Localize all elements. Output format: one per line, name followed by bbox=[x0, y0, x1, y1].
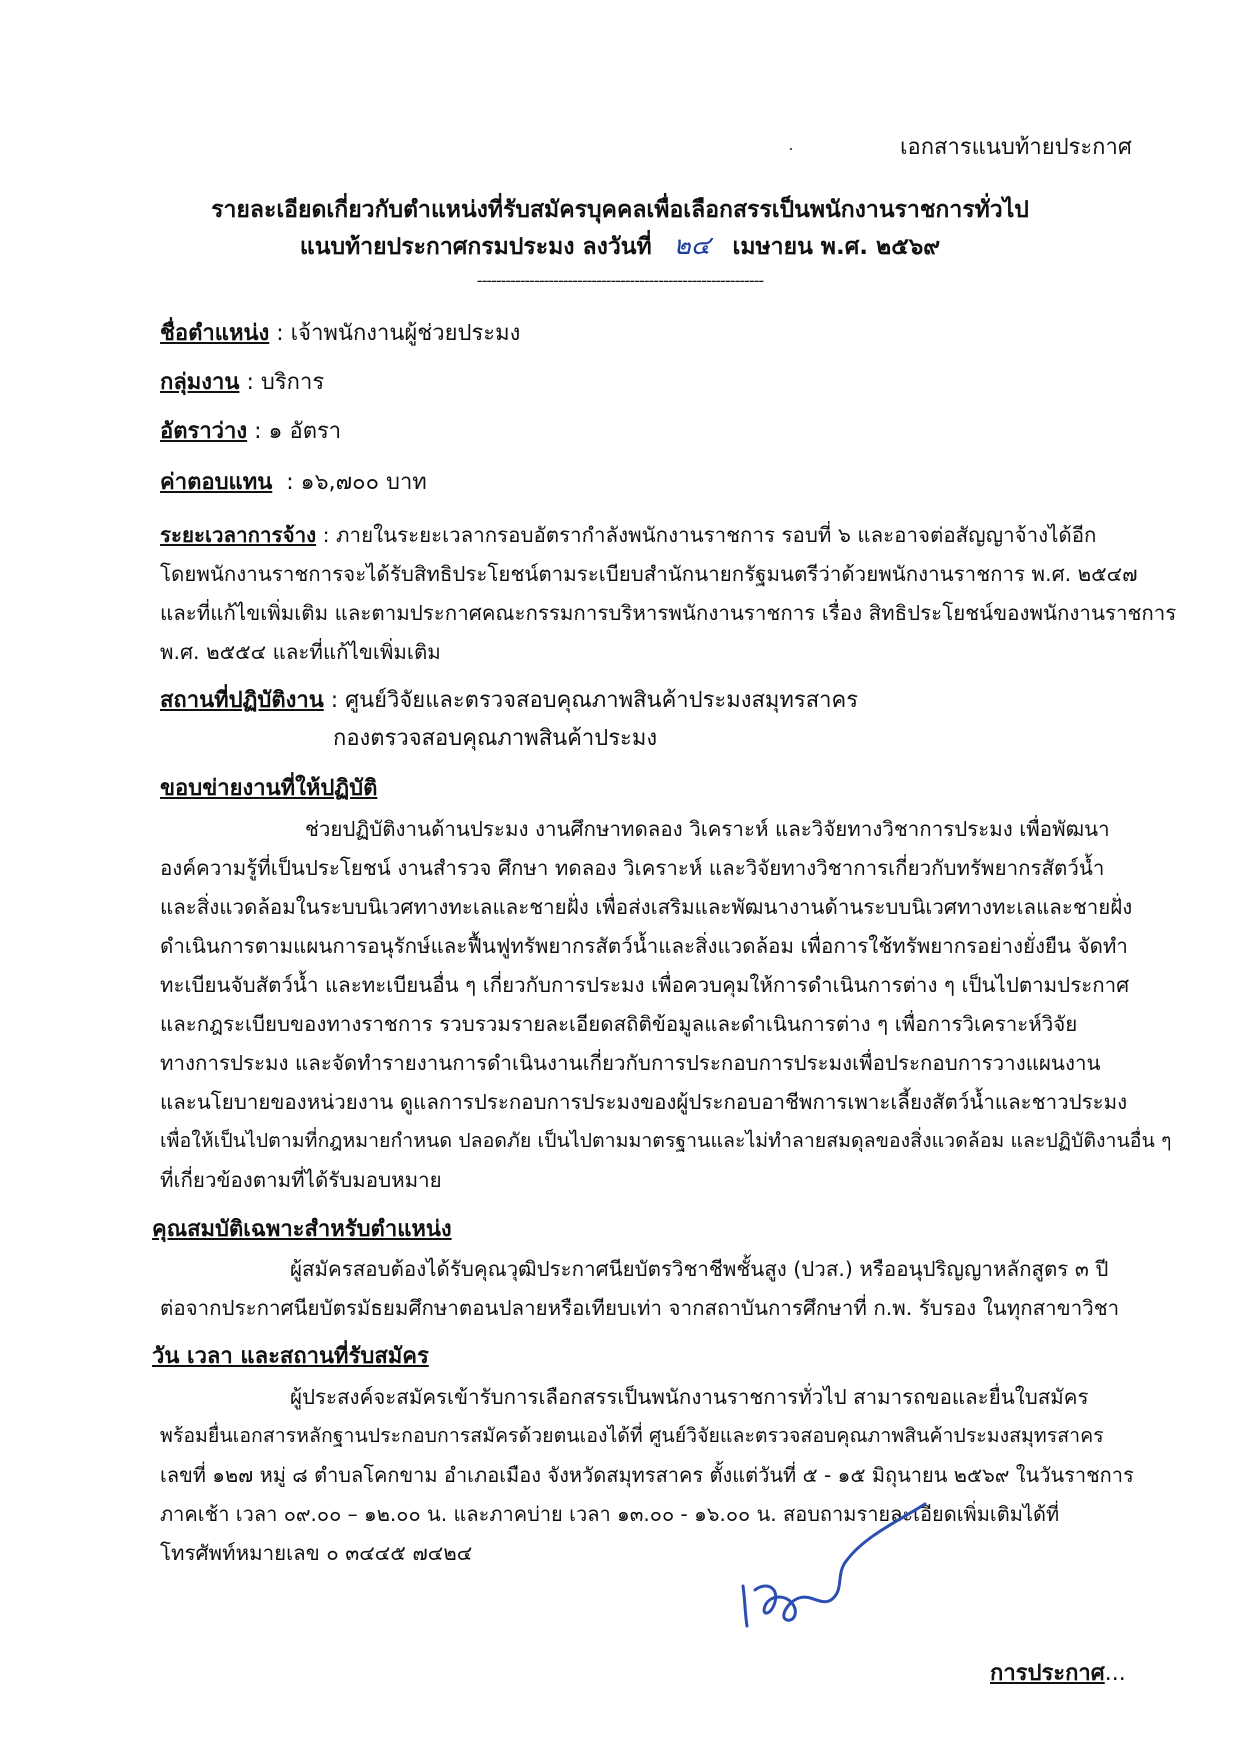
continuation-ellipsis: ... bbox=[1104, 1661, 1126, 1686]
continuation-marker bbox=[990, 1657, 1126, 1691]
continuation-text: การประกาศ bbox=[990, 1661, 1105, 1686]
application-heading: วัน เวลา และสถานที่รับสมัคร bbox=[152, 1344, 429, 1369]
group-row bbox=[160, 366, 324, 400]
position-sep: : bbox=[269, 321, 291, 346]
scope-line-8: และนโยบายของหน่วยงาน ดูแลการประกอบการประมงของผู้ประกอบอาชีพการเพาะเลี้ยงสัตว์น้ำและชาวประมง bbox=[160, 1090, 1128, 1114]
scope-heading: ขอบข่ายงานที่ให้ปฏิบัติ bbox=[160, 776, 378, 801]
scope-line-4: ดำเนินการตามแผนการอนุรักษ์และฟื้นฟูทรัพยากรสัตว์น้ำและสิ่งแวดล้อม เพื่อการใช้ทรัพยากรอย่างยั่งยืน จัดทำ bbox=[160, 934, 1128, 958]
position-value: เจ้าพนักงานผู้ช่วยประมง bbox=[290, 321, 521, 346]
term-line-1 bbox=[160, 518, 1096, 552]
application-line-1: ผู้ประสงค์จะสมัครเข้ารับการเลือกสรรเป็นพนักงานราชการทั่วไป สามารถขอและยื่นใบสมัคร bbox=[290, 1385, 1089, 1409]
application-line-5: โทรศัพท์หมายเลข ๐ ๓๔๔๕ ๗๔๒๔ bbox=[160, 1541, 473, 1565]
vacancy-label: อัตราว่าง bbox=[160, 419, 248, 444]
workplace-line-2: กองตรวจสอบคุณภาพสินค้าประมง bbox=[333, 726, 658, 751]
salary-label: ค่าตอบแทน bbox=[160, 470, 273, 495]
scope-line-9: เพื่อให้เป็นไปตามที่กฎหมายกำหนด ปลอดภัย เป็นไปตามมาตรฐานและไม่ทำลายสมดุลของสิ่งแวดล้อม และปฏิบัติงานอื่น ๆ bbox=[160, 1129, 1172, 1152]
workplace-line-1 bbox=[160, 684, 858, 718]
application-line-2: พร้อมยื่นเอกสารหลักฐานประกอบการสมัครด้วยตนเองได้ที่ ศูนย์วิจัยและตรวจสอบคุณภาพสินค้าประมงสมุทรสาคร bbox=[160, 1424, 1104, 1447]
handwritten-signature bbox=[735, 1490, 955, 1640]
group-value: บริการ bbox=[260, 370, 325, 395]
title-prefix: แนบท้ายประกาศกรมประมง ลงวันที่ bbox=[299, 234, 652, 260]
term-text: : ภายในระยะเวลากรอบอัตรากำลังพนักงานราชการ รอบที่ ๖ และอาจต่อสัญญาจ้างได้อีก bbox=[316, 523, 1097, 547]
stray-dot-mark bbox=[790, 148, 792, 150]
vacancy-sep: : bbox=[247, 419, 269, 444]
title-separator: ------------------------------------------------------------ bbox=[476, 271, 764, 290]
vacancy-row bbox=[160, 415, 341, 449]
term-line-3: และที่แก้ไขเพิ่มเติม และตามประกาศคณะกรรมการบริหารพนักงานราชการ เรื่อง สิทธิประโยชน์ของพนักงานราชการ bbox=[160, 601, 1177, 625]
group-label: กลุ่มงาน bbox=[160, 370, 240, 395]
scope-line-10: ที่เกี่ยวข้องตามที่ได้รับมอบหมาย bbox=[160, 1168, 442, 1192]
group-sep: : bbox=[239, 370, 261, 395]
qualifications-heading: คุณสมบัติเฉพาะสำหรับตำแหน่ง bbox=[152, 1217, 452, 1242]
scope-line-1: ช่วยปฏิบัติงานด้านประมง งานศึกษาทดลอง วิเคราะห์ และวิจัยทางวิชาการประมง เพื่อพัฒนา bbox=[305, 817, 1110, 841]
handwritten-day: ๒๔ bbox=[673, 231, 711, 261]
document-title-line-1: รายละเอียดเกี่ยวกับตำแหน่งที่รับสมัครบุคคลเพื่อเลือกสรรเป็นพนักงานราชการทั่วไป bbox=[211, 197, 1029, 223]
term-line-4: พ.ศ. ๒๕๕๔ และที่แก้ไขเพิ่มเติม bbox=[160, 640, 441, 664]
vacancy-value: ๑ อัตรา bbox=[268, 419, 342, 444]
scope-line-3: และสิ่งแวดล้อมในระบบนิเวศทางทะเลและชายฝั่ง เพื่อส่งเสริมและพัฒนางานด้านระบบนิเวศทางทะเลและชายฝั่ง bbox=[160, 895, 1133, 919]
workplace-text: : ศูนย์วิจัยและตรวจสอบคุณภาพสินค้าประมงสมุทรสาคร bbox=[323, 688, 859, 713]
salary-sep: : bbox=[272, 470, 301, 495]
document-title-line-2 bbox=[0, 229, 1240, 264]
position-label: ชื่อตำแหน่ง bbox=[160, 321, 270, 346]
scope-line-2: องค์ความรู้ที่เป็นประโยชน์ งานสำรวจ ศึกษา ทดลอง วิเคราะห์ และวิจัยทางวิชาการเกี่ยวกับทรัพยากรสัตว์น้ำ bbox=[160, 856, 1105, 880]
scope-line-7: ทางการประมง และจัดทำรายงานการดำเนินงานเกี่ยวกับการประกอบการประมงเพื่อประกอบการวางแผนงาน bbox=[160, 1051, 1101, 1075]
scope-line-6: และกฎระเบียบของทางราชการ รวบรวมรายละเอียดสถิติข้อมูลและดำเนินการต่าง ๆ เพื่อการวิเคราะห์วิจัย bbox=[160, 1012, 1078, 1036]
signature-stroke bbox=[743, 1504, 925, 1626]
term-label: ระยะเวลาการจ้าง bbox=[160, 523, 317, 547]
salary-row bbox=[160, 466, 427, 500]
term-line-2: โดยพนักงานราชการจะได้รับสิทธิประโยชน์ตามระเบียบสำนักนายกรัฐมนตรีว่าด้วยพนักงานราชการ พ.ศ. ๒๕๔๗ bbox=[160, 562, 1138, 586]
position-row bbox=[160, 317, 520, 351]
qualifications-line-1: ผู้สมัครสอบต้องได้รับคุณวุฒิประกาศนียบัตรวิชาชีพชั้นสูง (ปวส.) หรืออนุปริญญาหลักสูตร ๓ ปี bbox=[290, 1257, 1109, 1281]
scope-line-5: ทะเบียนจับสัตว์น้ำ และทะเบียนอื่น ๆ เกี่ยวกับการประมง เพื่อควบคุมให้การดำเนินการต่าง ๆ เป็นไปตามประกาศ bbox=[160, 973, 1130, 997]
application-line-3: เลขที่ ๑๒๗ หมู่ ๘ ตำบลโคกขาม อำเภอเมือง จังหวัดสมุทรสาคร ตั้งแต่วันที่ ๕ - ๑๕ มิถุนายน ๒๕๖๙ ในวันราชการ bbox=[160, 1463, 1134, 1487]
salary-value: ๑๖,๗๐๐ บาท bbox=[300, 470, 427, 495]
qualifications-line-2: ต่อจากประกาศนียบัตรมัธยมศึกษาตอนปลายหรือเทียบเท่า จากสถาบันการศึกษาที่ ก.พ. รับรอง ในทุกสาขาวิชา bbox=[160, 1296, 1120, 1320]
title-suffix: เมษายน พ.ศ. ๒๕๖๙ bbox=[732, 234, 941, 260]
application-line-4: ภาคเช้า เวลา ๐๙.๐๐ – ๑๒.๐๐ น. และภาคบ่าย เวลา ๑๓.๐๐ - ๑๖.๐๐ น. สอบถามรายละเอียดเพิ่มเติมได้ที่ bbox=[160, 1502, 1060, 1526]
workplace-label: สถานที่ปฏิบัติงาน bbox=[160, 688, 324, 713]
attachment-label: เอกสารแนบท้ายประกาศ bbox=[900, 135, 1132, 160]
